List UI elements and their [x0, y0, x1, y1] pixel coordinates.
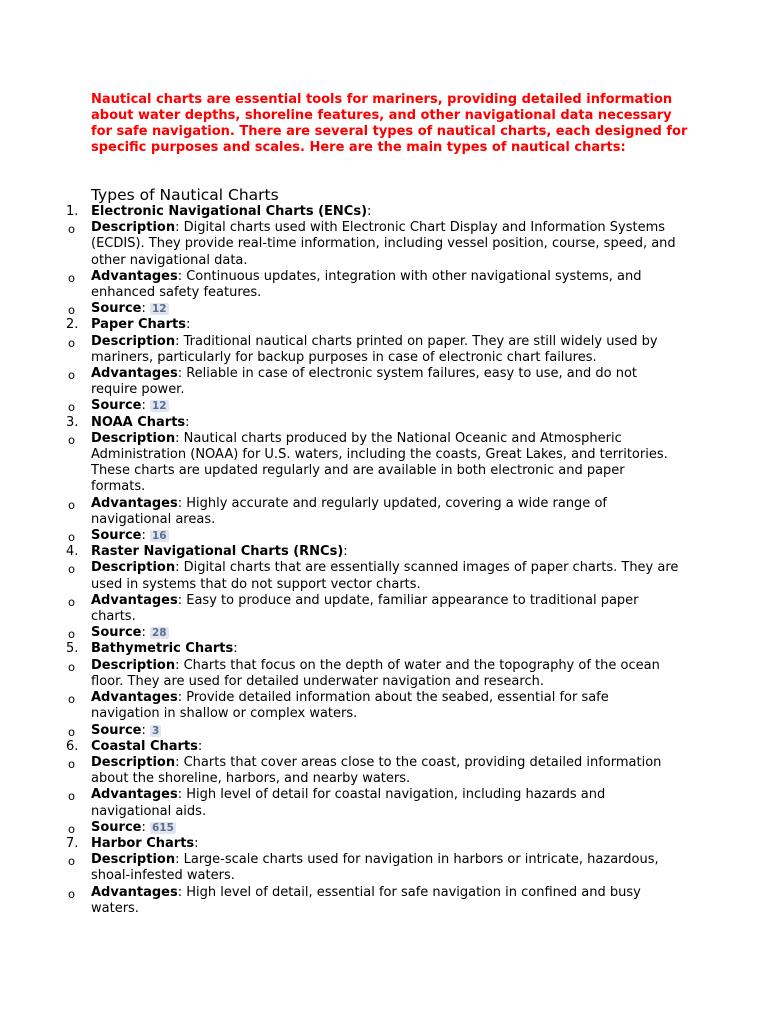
chart-type-title — [91, 415, 681, 431]
advantages-row — [0, 885, 768, 917]
colon: : — [175, 430, 184, 446]
description-text — [91, 658, 681, 690]
source-label: Source — [91, 398, 142, 414]
colon: : — [233, 641, 238, 657]
description-label: Description — [91, 754, 176, 770]
colon: : — [343, 544, 348, 560]
advantages-label: Advantages — [91, 268, 178, 284]
description-label: Description — [91, 220, 176, 236]
source-text — [91, 723, 681, 739]
source-text — [91, 625, 681, 641]
bullet-icon: o — [68, 659, 76, 674]
bullet-icon: o — [68, 335, 76, 350]
description-text — [91, 431, 681, 496]
description-text — [91, 755, 681, 787]
item-number: 2. — [66, 317, 79, 333]
colon: : — [177, 690, 187, 706]
bullet-icon: o — [68, 497, 76, 512]
advantages-text — [91, 690, 681, 722]
advantages-text — [91, 885, 681, 917]
source-row — [0, 723, 768, 739]
list-item — [0, 415, 768, 431]
description-row — [0, 852, 768, 884]
colon: : — [141, 301, 150, 317]
bullet-icon: o — [68, 627, 76, 642]
description-body: Charts that focus on the depth of water and the topography of the ocean floor. They are used for detailed underwater navigation and research. — [91, 657, 660, 689]
colon: : — [177, 366, 187, 382]
chart-type-title — [91, 544, 681, 560]
source-label: Source — [91, 625, 142, 641]
bullet-icon: o — [68, 724, 76, 739]
advantages-row — [0, 787, 768, 819]
colon: : — [185, 414, 190, 430]
bullet-icon: o — [68, 821, 76, 836]
chart-type-name: Coastal Charts — [91, 738, 198, 754]
bullet-icon: o — [68, 222, 76, 237]
description-row — [0, 755, 768, 787]
description-label: Description — [91, 333, 176, 349]
chart-type-name: Bathymetric Charts — [91, 641, 234, 657]
advantages-row — [0, 690, 768, 722]
colon: : — [141, 398, 150, 414]
description-row — [0, 431, 768, 496]
bullet-icon: o — [68, 400, 76, 415]
bullet-icon: o — [68, 368, 76, 383]
advantages-label: Advantages — [91, 787, 178, 803]
advantages-body: Highly accurate and regularly updated, covering a wide range of navigational areas. — [91, 495, 607, 527]
bullet-icon: o — [68, 270, 76, 285]
list-item — [0, 317, 768, 333]
description-body: Digital charts used with Electronic Chart Display and Information Systems (ECDIS). They provide real-time information, including vessel position, course, speed, and other navigational data. — [91, 220, 676, 268]
chart-types-list — [0, 204, 768, 917]
bullet-icon: o — [68, 789, 76, 804]
advantages-body: Provide detailed information about the seabed, essential for safe navigation in shallow or complex waters. — [91, 690, 609, 722]
bullet-icon: o — [68, 303, 76, 318]
bullet-icon: o — [68, 756, 76, 771]
chart-type-title — [91, 836, 681, 852]
item-number: 4. — [66, 544, 79, 560]
advantages-text — [91, 366, 681, 398]
chart-type-title — [91, 204, 681, 220]
chart-type-title — [91, 317, 681, 333]
source-text — [91, 528, 681, 544]
advantages-label: Advantages — [91, 495, 178, 511]
source-text — [91, 820, 681, 836]
source-row — [0, 625, 768, 641]
list-item — [0, 836, 768, 852]
bullet-icon: o — [68, 886, 76, 901]
source-label: Source — [91, 819, 142, 835]
advantages-text — [91, 496, 681, 528]
source-label: Source — [91, 528, 142, 544]
bullet-icon: o — [68, 854, 76, 869]
advantages-body: Easy to produce and update, familiar appearance to traditional paper charts. — [91, 592, 639, 625]
description-row — [0, 658, 768, 690]
list-item — [0, 739, 768, 755]
colon: : — [175, 220, 184, 236]
item-number: 3. — [66, 414, 79, 430]
description-label: Description — [91, 560, 176, 576]
advantages-body: Continuous updates, integration with other navigational systems, and enhanced safety features. — [91, 268, 642, 301]
source-row — [0, 398, 768, 414]
bullet-icon: o — [68, 530, 76, 545]
advantages-row — [0, 593, 768, 625]
colon: : — [175, 560, 184, 576]
colon: : — [141, 625, 150, 641]
chart-type-title — [91, 641, 681, 657]
source-citation-badge[interactable]: 16 — [152, 530, 167, 543]
advantages-text — [91, 787, 681, 819]
source-text — [91, 301, 681, 317]
bullet-icon: o — [68, 594, 76, 609]
colon: : — [177, 787, 187, 803]
colon: : — [177, 268, 187, 284]
colon: : — [367, 204, 372, 219]
colon: : — [194, 835, 199, 851]
item-number: 6. — [66, 738, 79, 754]
description-row — [0, 560, 768, 592]
colon: : — [141, 722, 150, 738]
intro-paragraph: Nautical charts are essential tools for mariners, providing detailed information about water depths, shoreline features, and other navigational data necessary for safe navigation. There are several types of nautical charts, each designed for specific purposes and scales. Here are the main types of nautical charts: — [91, 92, 688, 155]
description-row — [0, 220, 768, 269]
chart-type-name: NOAA Charts — [91, 414, 186, 430]
description-body: Large-scale charts used for navigation in harbors or intricate, hazardous, shoal-infested waters. — [91, 852, 659, 884]
advantages-label: Advantages — [91, 690, 178, 706]
description-label: Description — [91, 657, 176, 673]
description-text — [91, 852, 681, 884]
source-citation-badge[interactable]: 12 — [152, 303, 167, 316]
source-label: Source — [91, 722, 142, 738]
colon: : — [141, 528, 150, 544]
description-body: Nautical charts produced by the National Oceanic and Atmospheric Administration (NOAA) for U.S. waters, including the coasts, Great Lakes, and territories. These charts are updated regularly and are available in both electronic and paper formats. — [91, 430, 668, 495]
description-text — [91, 560, 681, 592]
bullet-icon: o — [68, 432, 76, 447]
list-item — [0, 641, 768, 657]
description-body: Traditional nautical charts printed on paper. They are still widely used by mariners, particularly for backup purposes in case of electronic chart failures. — [91, 333, 658, 365]
advantages-label: Advantages — [91, 366, 178, 382]
description-text — [91, 220, 681, 269]
advantages-text — [91, 593, 681, 625]
section-heading: Types of Nautical Charts — [91, 186, 279, 204]
colon: : — [175, 657, 184, 673]
list-item — [0, 544, 768, 560]
bullet-icon: o — [68, 562, 76, 577]
bullet-icon: o — [68, 692, 76, 707]
source-citation-badge[interactable]: 12 — [152, 400, 167, 413]
description-row — [0, 334, 768, 366]
advantages-body: Reliable in case of electronic system failures, easy to use, and do not require power. — [91, 366, 637, 398]
description-label: Description — [91, 430, 176, 446]
list-item — [0, 204, 768, 220]
advantages-body: High level of detail for coastal navigation, including hazards and navigational aids. — [91, 787, 606, 819]
source-citation-badge[interactable]: 615 — [152, 821, 174, 834]
description-label: Description — [91, 852, 176, 868]
chart-type-name: Raster Navigational Charts (RNCs) — [91, 544, 344, 560]
colon: : — [177, 592, 187, 608]
colon: : — [141, 819, 150, 835]
advantages-text — [91, 269, 681, 301]
colon: : — [175, 852, 184, 868]
advantages-row — [0, 269, 768, 301]
source-row — [0, 820, 768, 836]
advantages-label: Advantages — [91, 592, 178, 608]
colon: : — [177, 884, 187, 900]
colon: : — [177, 495, 187, 511]
source-row — [0, 301, 768, 317]
source-text — [91, 398, 681, 414]
chart-type-name: Harbor Charts — [91, 835, 195, 851]
item-number: 5. — [66, 641, 79, 657]
advantages-row — [0, 496, 768, 528]
source-citation-badge[interactable]: 28 — [152, 627, 167, 640]
advantages-body: High level of detail, essential for safe navigation in confined and busy waters. — [91, 884, 641, 916]
source-label: Source — [91, 301, 142, 317]
colon: : — [175, 754, 184, 770]
colon: : — [185, 317, 191, 333]
colon: : — [197, 738, 203, 754]
colon: : — [175, 333, 184, 349]
advantages-label: Advantages — [91, 884, 178, 900]
advantages-row — [0, 366, 768, 398]
description-text — [91, 334, 681, 366]
chart-type-name: Electronic Navigational Charts (ENCs) — [91, 204, 368, 219]
item-number: 1. — [66, 204, 79, 219]
description-body: Digital charts that are essentially scanned images of paper charts. They are used in systems that do not support vector charts. — [91, 560, 679, 592]
chart-type-title — [91, 739, 681, 755]
description-body: Charts that cover areas close to the coast, providing detailed information about the shoreline, harbors, and nearby waters. — [91, 754, 662, 787]
source-row — [0, 528, 768, 544]
source-citation-badge[interactable]: 3 — [152, 724, 160, 737]
item-number: 7. — [66, 835, 79, 851]
chart-type-name: Paper Charts — [91, 317, 186, 333]
